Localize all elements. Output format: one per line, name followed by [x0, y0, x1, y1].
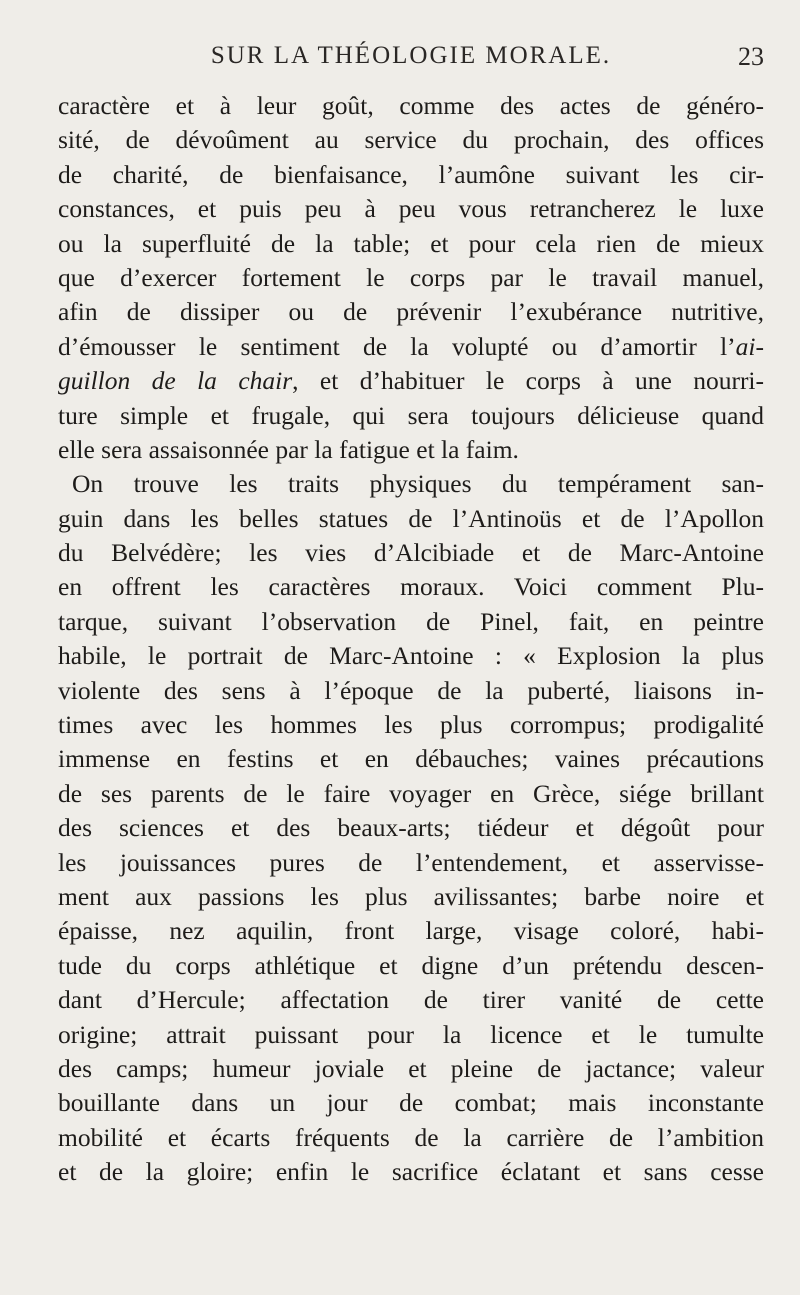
text-line: afin de dissiper ou de prévenir l’exubérance nutritive,: [58, 297, 764, 327]
text-line: On trouve les traits physiques du tempérament san-: [72, 469, 764, 499]
text-line: dant d’Hercule; affectation de tirer vanité de cette: [58, 985, 764, 1015]
text-line: sité, de dévoûment au service du prochain, des offices: [58, 125, 764, 155]
text-line: ment aux passions les plus avilissantes; barbe noire et: [58, 881, 764, 911]
page-number: 23: [738, 42, 764, 71]
text-line: violente des sens à l’époque de la puberté, liaisons in-: [58, 675, 764, 705]
text-line: de charité, de bienfaisance, l’aumône suivant les cir-: [58, 159, 764, 189]
text-run: , et d’habituer le corps à une nourri-: [292, 366, 764, 396]
text-line: [58, 330, 764, 364]
text-line: origine; attrait puissant pour la licence et le tumulte: [58, 1019, 764, 1049]
text-line: mobilité et écarts fréquents de la carrière de l’ambition: [58, 1122, 764, 1152]
running-title: SUR LA THÉOLOGIE MORALE.: [210, 42, 612, 69]
body-text: [58, 89, 764, 1190]
text-line: constances, et puis peu à peu vous retrancherez le luxe: [58, 194, 764, 224]
text-line: tarque, suivant l’observation de Pinel, fait, en peintre: [58, 606, 764, 636]
text-run: d’émousser le sentiment de la volupté ou d’amortir l’: [58, 331, 736, 361]
text-line: ou la superfluité de la table; et pour cela rien de mieux: [58, 228, 764, 258]
running-head: [58, 42, 764, 76]
italic-text: guillon de la chair: [58, 366, 293, 396]
text-line: que d’exercer fortement le corps par le travail manuel,: [58, 262, 764, 292]
text-line: des sciences et des beaux-arts; tiédeur et dégoût pour: [58, 813, 764, 843]
text-line: times avec les hommes les plus corrompus; prodigalité: [58, 710, 764, 740]
text-line: épaisse, nez aquilin, front large, visage coloré, habi-: [58, 916, 764, 946]
text-line: des camps; humeur joviale et pleine de jactance; valeur: [58, 1053, 764, 1083]
text-line: tude du corps athlétique et digne d’un prétendu descen-: [58, 950, 764, 980]
text-line: ture simple et frugale, qui sera toujours délicieuse quand: [58, 400, 764, 430]
text-line: [58, 364, 764, 398]
italic-text: ai-: [735, 331, 764, 361]
text-line: en offrent les caractères moraux. Voici comment Plu-: [58, 572, 764, 602]
text-line: bouillante dans un jour de combat; mais inconstante: [58, 1088, 764, 1118]
text-line: habile, le portrait de Marc-Antoine : « Explosion la plus: [58, 641, 764, 671]
text-line: de ses parents de le faire voyager en Grèce, siége brillant: [58, 778, 764, 808]
text-line: les jouissances pures de l’entendement, et asservisse-: [58, 847, 764, 877]
text-line: caractère et à leur goût, comme des actes de généro-: [58, 91, 764, 120]
text-line: et de la gloire; enfin le sacrifice éclatant et sans cesse: [58, 1157, 764, 1187]
text-line: du Belvédère; les vies d’Alcibiade et de Marc-Antoine: [58, 538, 764, 568]
text-line: guin dans les belles statues de l’Antinoüs et de l’Apollon: [58, 503, 764, 533]
text-line: immense en festins et en débauches; vaines précautions: [58, 744, 764, 774]
text-line: elle sera assaisonnée par la fatigue et la faim.: [58, 434, 519, 464]
